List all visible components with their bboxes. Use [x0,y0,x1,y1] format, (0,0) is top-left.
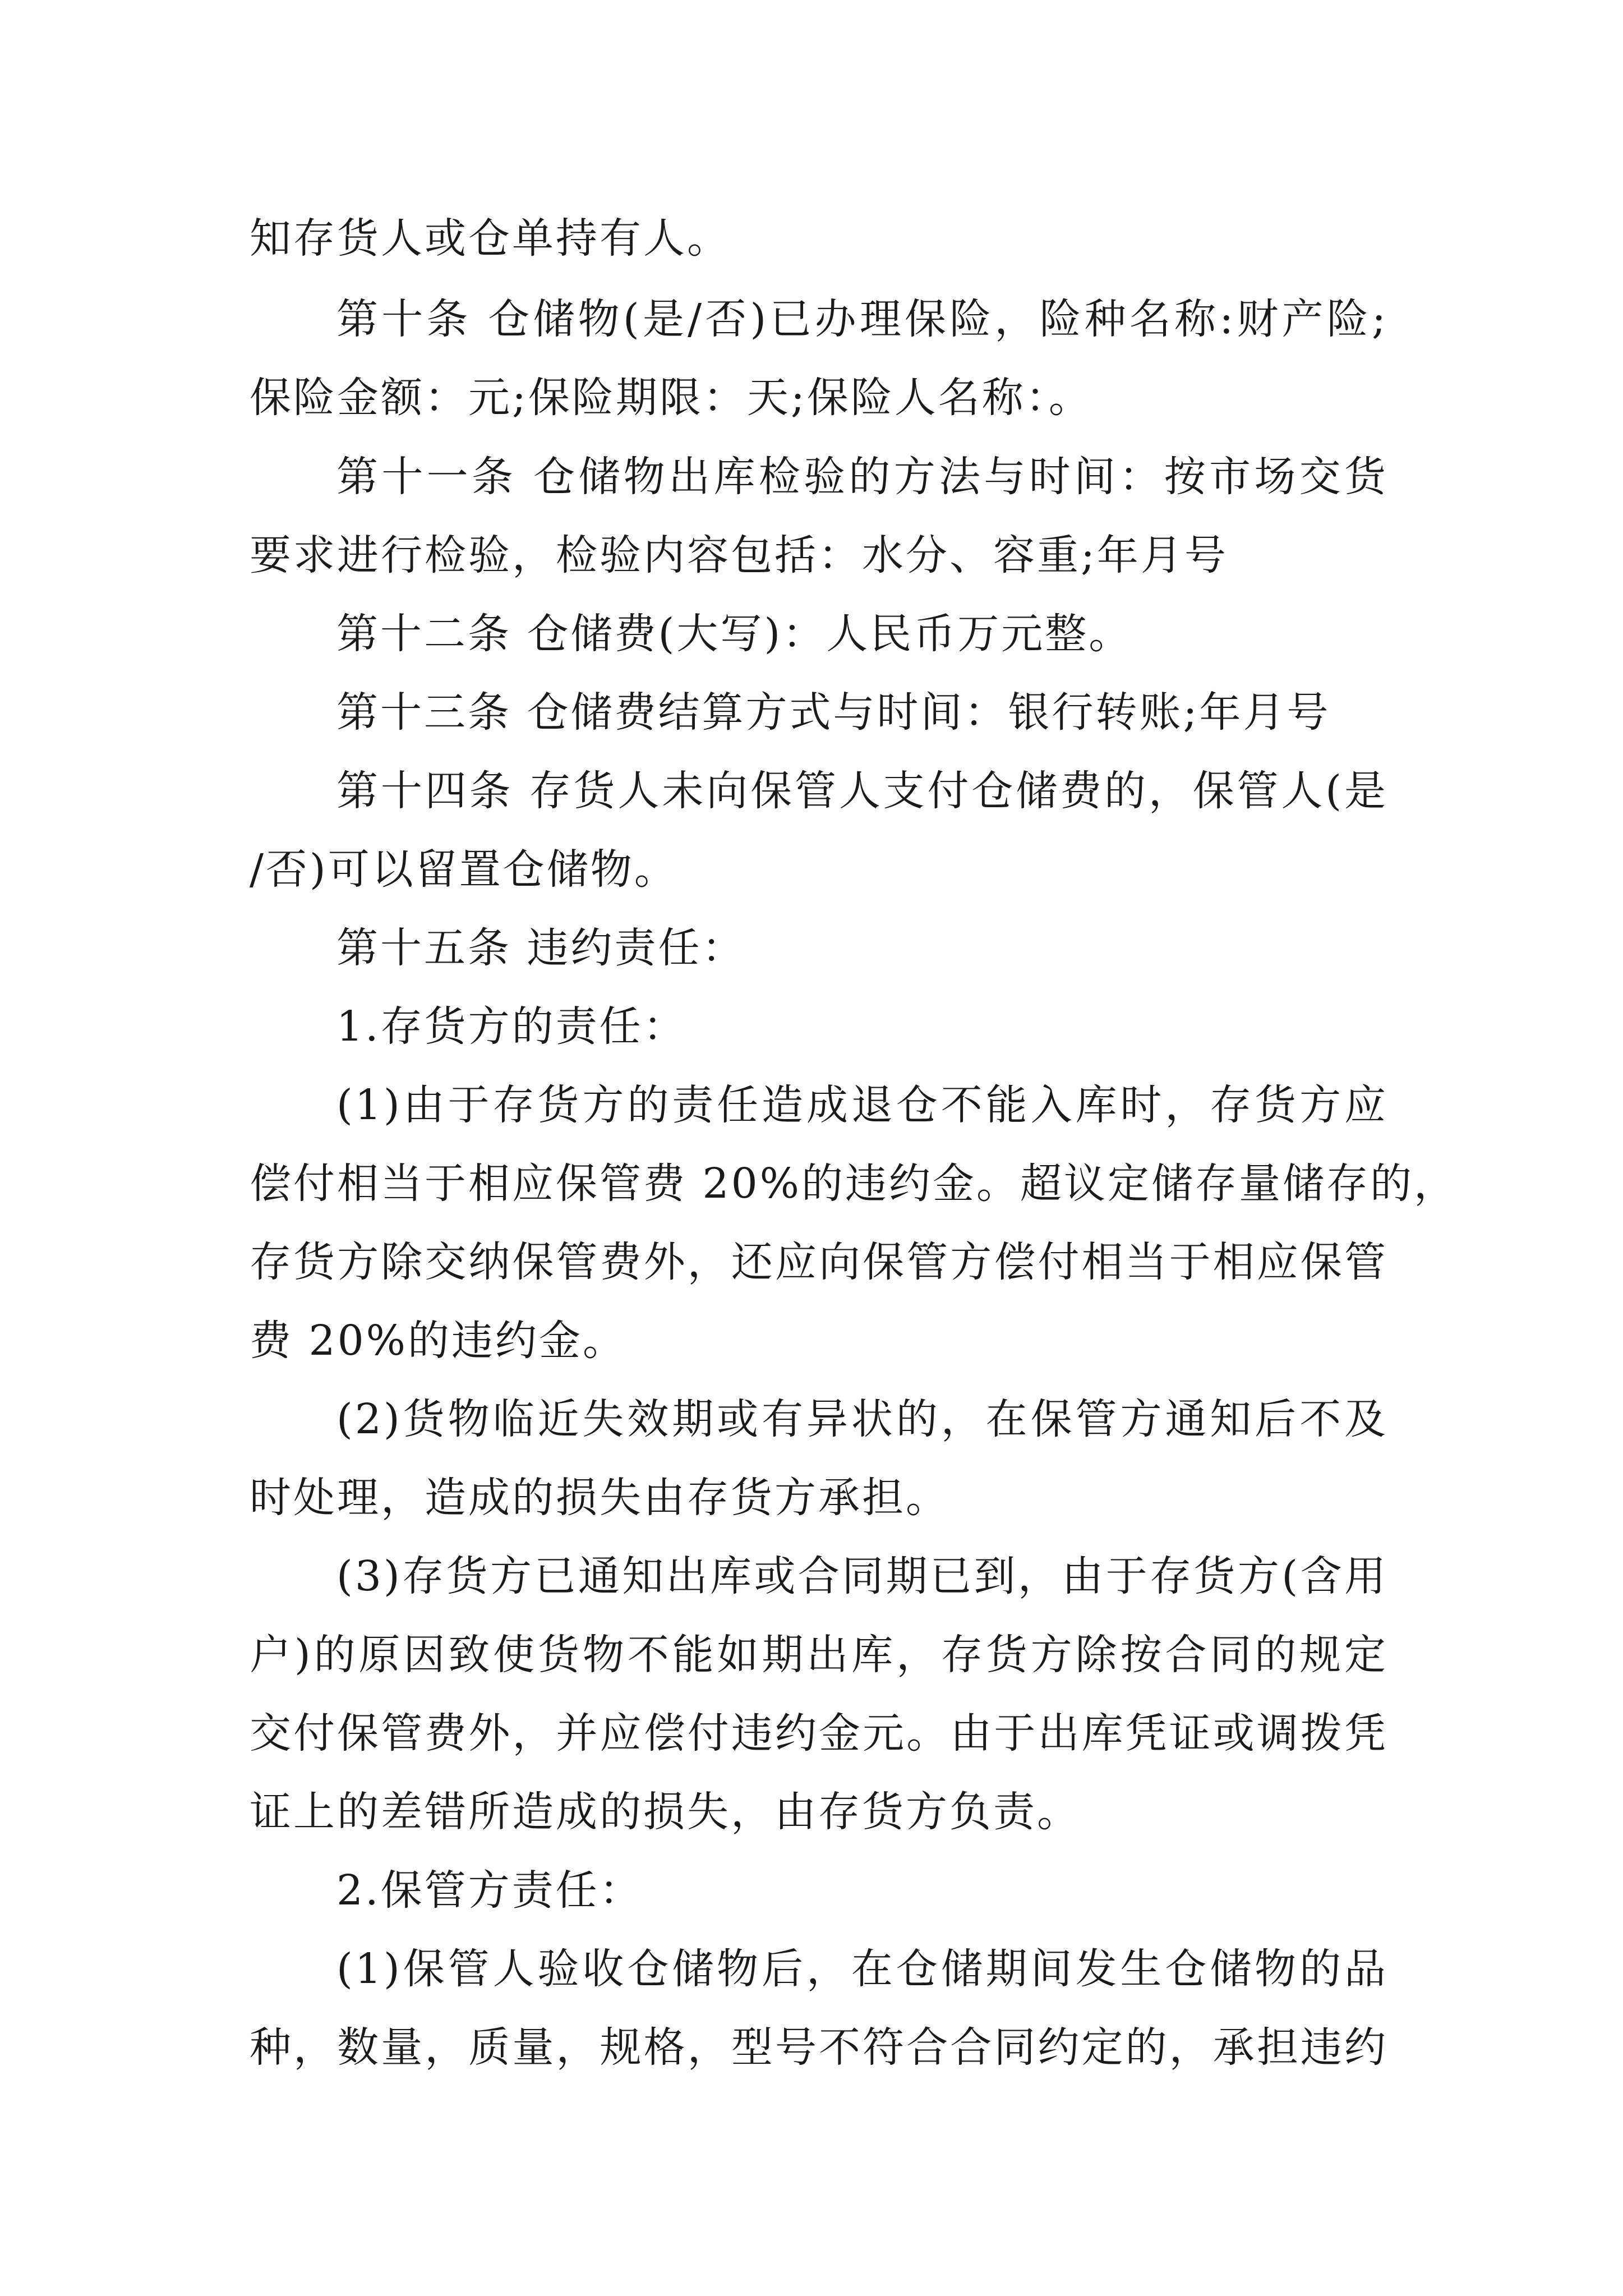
text-line-14: 存货方除交纳保管费外，还应向保管方偿付相当于相应保管 [250,1238,1388,1286]
text-line-22: 2.保管方责任： [336,1866,643,1915]
text-line-19: 户)的原因致使货物不能如期出库，存货方除按合同的规定 [250,1631,1388,1679]
text-line-8: 第十四条 存货人未向保管人支付仓储费的，保管人(是 [336,767,1388,815]
text-line-16: (2)货物临近失效期或有异状的，在保管方通知后不及 [336,1395,1388,1443]
text-line-23: (1)保管人验收仓储物后，在仓储期间发生仓储物的品 [336,1945,1388,1993]
text-line-12: (1)由于存货方的责任造成退仓不能入库时，存货方应 [336,1081,1388,1129]
text-line-9: /否)可以留置仓储物。 [250,845,678,894]
text-line-2: 第十条 仓储物(是/否)已办理保险，险种名称:财产险; [336,295,1388,343]
text-line-15: 费 20%的违约金。 [250,1317,626,1365]
text-line-21: 证上的差错所造成的损失，由存货方负责。 [250,1788,1081,1836]
text-line-4: 第十一条 仓储物出库检验的方法与时间：按市场交货 [336,453,1388,501]
text-line-11: 1.存货方的责任： [336,1002,687,1051]
text-line-18: (3)存货方已通知出库或合同期已到，由于存货方(含用 [336,1552,1388,1600]
text-line-20: 交付保管费外，并应偿付违约金元。由于出库凭证或调拨凭 [250,1709,1388,1757]
text-line-24: 种，数量，质量，规格，型号不符合合同约定的，承担违约 [250,2023,1388,2072]
text-line-1: 知存货人或仓单持有人。 [250,214,731,263]
text-line-13: 偿付相当于相应保管费 20%的违约金。超议定储存量储存的， [250,1159,1458,1208]
text-line-6: 第十二条 仓储费(大写)：人民币万元整。 [336,610,1133,658]
text-line-7: 第十三条 仓储费结算方式与时间：银行转账;年月号 [336,688,1331,737]
text-line-17: 时处理，造成的损失由存货方承担。 [250,1474,949,1522]
text-line-10: 第十五条 违约责任： [336,924,746,972]
text-line-3: 保险金额：元;保险期限：天;保险人名称：。 [250,374,1092,422]
text-line-5: 要求进行检验，检验内容包括：水分、容重;年月号 [250,531,1228,579]
